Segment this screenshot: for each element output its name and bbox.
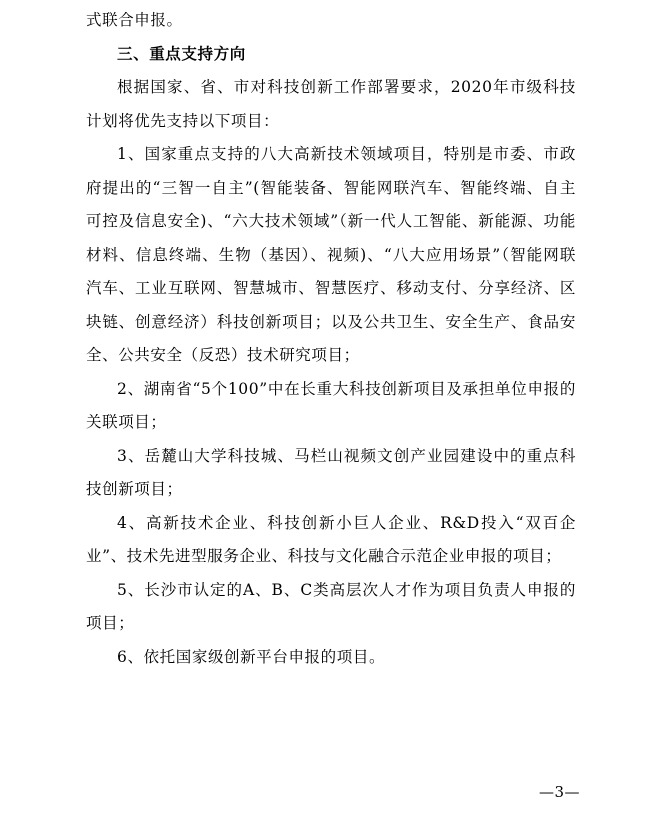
document-body: [86, 4, 576, 674]
list-item-4: 4、高新技术企业、科技创新小巨人企业、R&D投入“双百企业”、技术先进型服务企业、科技与文化融合示范企业申报的项目；: [86, 513, 576, 565]
section-heading: 三、重点支持方向: [117, 44, 246, 63]
page-number: —3—: [538, 783, 580, 801]
list-item-1: 1、国家重点支持的八大高新技术领域项目，特别是市委、市政府提出的“三智一自主”(智能装备、智能网联汽车、智能终端、自主可控及信息安全)、“六大技术领域”（新一代人工智能、新能源、功能材料、信息终端、生物（基因）、视频)、“八大应用场景”（智能网联汽车、工业互联网、智慧城市、智慧医疗、移动支付、分享经济、区块链、创意经济）科技创新项目；以及公共卫生、安全生产、食品安全、公共安全（反恐）技术研究项目；: [86, 145, 576, 364]
intro-paragraph: 根据国家、省、市对科技创新工作部署要求，2020年市级科技计划将优先支持以下项目：: [86, 78, 576, 130]
list-item-3: 3、岳麓山大学科技城、马栏山视频文创产业园建设中的重点科技创新项目；: [86, 446, 576, 498]
list-item-6: 6、依托国家级创新平台申报的项目。: [117, 647, 386, 666]
list-item-2: 2、湖南省“5个100”中在长重大科技创新项目及承担单位申报的关联项目；: [86, 379, 576, 431]
continuation-paragraph: 式联合申报。: [86, 11, 183, 29]
list-item-5: 5、长沙市认定的A、B、C类高层次人才作为项目负责人申报的项目；: [86, 580, 576, 632]
